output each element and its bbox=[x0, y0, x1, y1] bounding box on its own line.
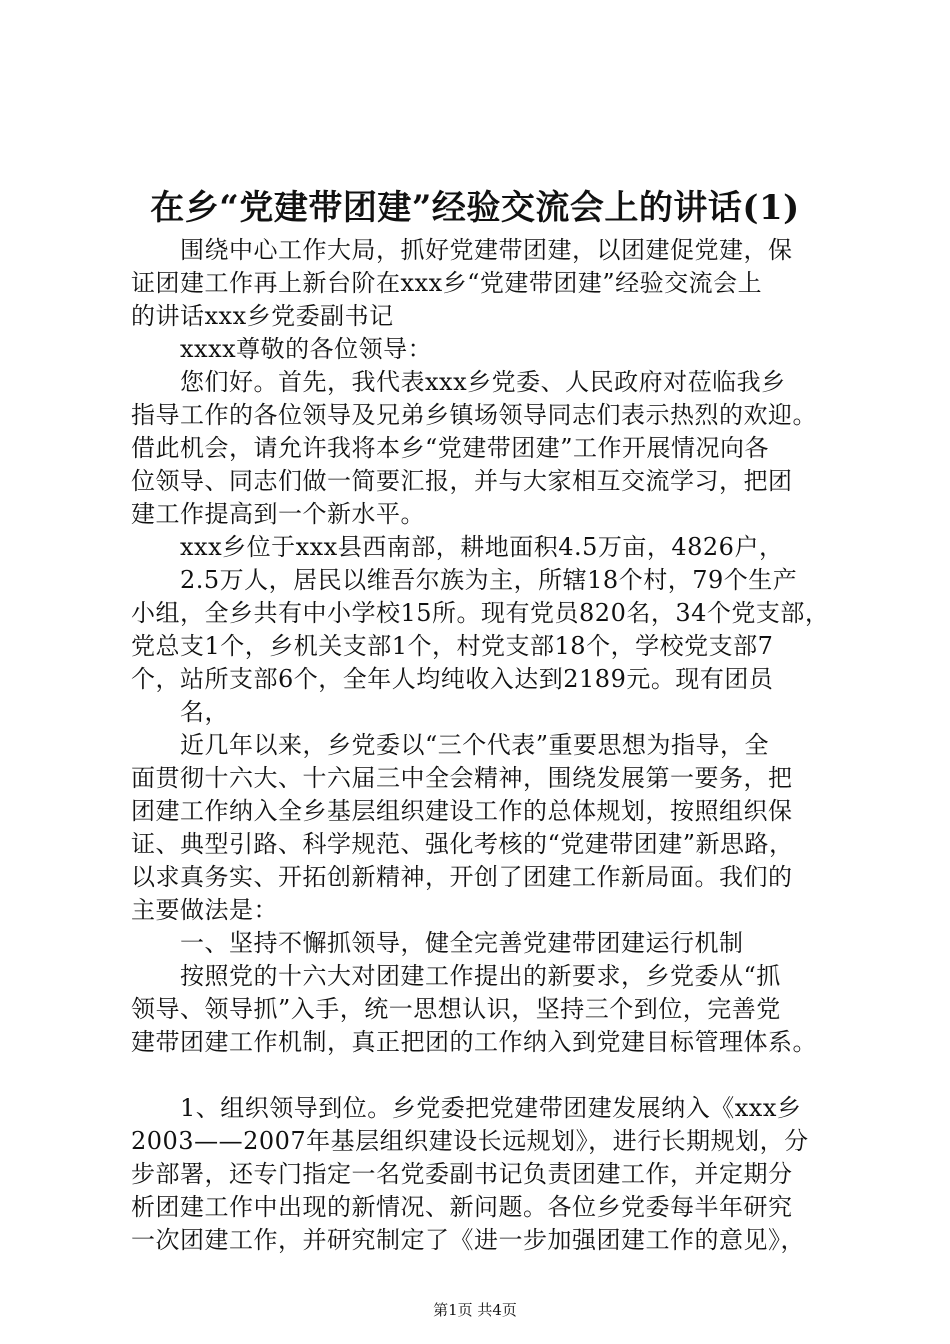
body-line-10: xxx乡位于xxx县西南部，耕地面积4.5万亩，4826户， bbox=[131, 533, 784, 561]
body-line-16: 近几年以来，乡党委以“三个代表”重要思想为指导，全 bbox=[131, 731, 770, 759]
body-line-5: 您们好。首先，我代表xxx乡党委、人民政府对莅临我乡 bbox=[131, 368, 786, 396]
body-line-28: 步部署，还专门指定一名党委副书记负责团建工作，并定期分 bbox=[131, 1160, 793, 1188]
body-line-20: 以求真务实、开拓创新精神，开创了团建工作新局面。我们的 bbox=[131, 863, 793, 891]
body-line-30: 一次团建工作，并研究制定了《进一步加强团建工作的意见》， bbox=[131, 1226, 805, 1254]
body-line-7: 借此机会，请允许我将本乡“党建带团建”工作开展情况向各 bbox=[131, 434, 770, 462]
document-title: 在乡“党建带团建”经验交流会上的讲话(1) bbox=[150, 188, 800, 228]
body-line-11: 2.5万人，居民以维吾尔族为主，所辖18个村，79个生产 bbox=[131, 566, 798, 594]
body-line-26: 1、组织领导到位。乡党委把党建带团建发展纳入《xxx乡 bbox=[131, 1094, 802, 1122]
page-footer: 第1页 共4页 bbox=[433, 1301, 517, 1319]
body-line-17: 面贯彻十六大、十六届三中全会精神，围绕发展第一要务，把 bbox=[131, 764, 793, 792]
body-line-22: 一、坚持不懈抓领导，健全完善党建带团建运行机制 bbox=[131, 929, 744, 957]
body-line-4: xxxx尊敬的各位领导： bbox=[131, 335, 433, 363]
body-line-13: 党总支1个，乡机关支部1个，村党支部18个，学校党支部7 bbox=[131, 632, 774, 660]
body-line-2: 证团建工作再上新台阶在xxx乡“党建带团建”经验交流会上 bbox=[131, 269, 763, 297]
body-line-29: 析团建工作中出现的新情况、新问题。各位乡党委每半年研究 bbox=[131, 1193, 793, 1221]
body-line-15: 名， bbox=[131, 698, 229, 726]
body-line-1: 围绕中心工作大局，抓好党建带团建，以团建促党建，保 bbox=[131, 236, 793, 264]
body-line-23: 按照党的十六大对团建工作提出的新要求，乡党委从“抓 bbox=[131, 962, 781, 990]
body-line-19: 证、典型引路、科学规范、强化考核的“党建带团建”新思路， bbox=[131, 830, 794, 858]
body-line-8: 位领导、同志们做一简要汇报，并与大家相互交流学习，把团 bbox=[131, 467, 793, 495]
body-line-9: 建工作提高到一个新水平。 bbox=[131, 500, 425, 528]
body-line-12: 小组，全乡共有中小学校15所。现有党员820名，34个党支部， bbox=[131, 599, 830, 627]
body-line-25: 建带团建工作机制，真正把团的工作纳入到党建目标管理体系。 bbox=[131, 1028, 817, 1056]
body-line-27: 2003——2007年基层组织建设长远规划》，进行长期规划，分 bbox=[131, 1127, 809, 1155]
body-line-21: 主要做法是： bbox=[131, 896, 278, 924]
body-line-14: 个，站所支部6个，全年人均纯收入达到2189元。现有团员 bbox=[131, 665, 774, 693]
body-line-18: 团建工作纳入全乡基层组织建设工作的总体规划，按照组织保 bbox=[131, 797, 793, 825]
body-line-24: 领导、领导抓”入手，统一思想认识，坚持三个到位，完善党 bbox=[131, 995, 781, 1023]
body-line-3: 的讲话xxx乡党委副书记 bbox=[131, 302, 394, 330]
body-line-6: 指导工作的各位领导及兄弟乡镇场领导同志们表示热烈的欢迎。 bbox=[131, 401, 817, 429]
